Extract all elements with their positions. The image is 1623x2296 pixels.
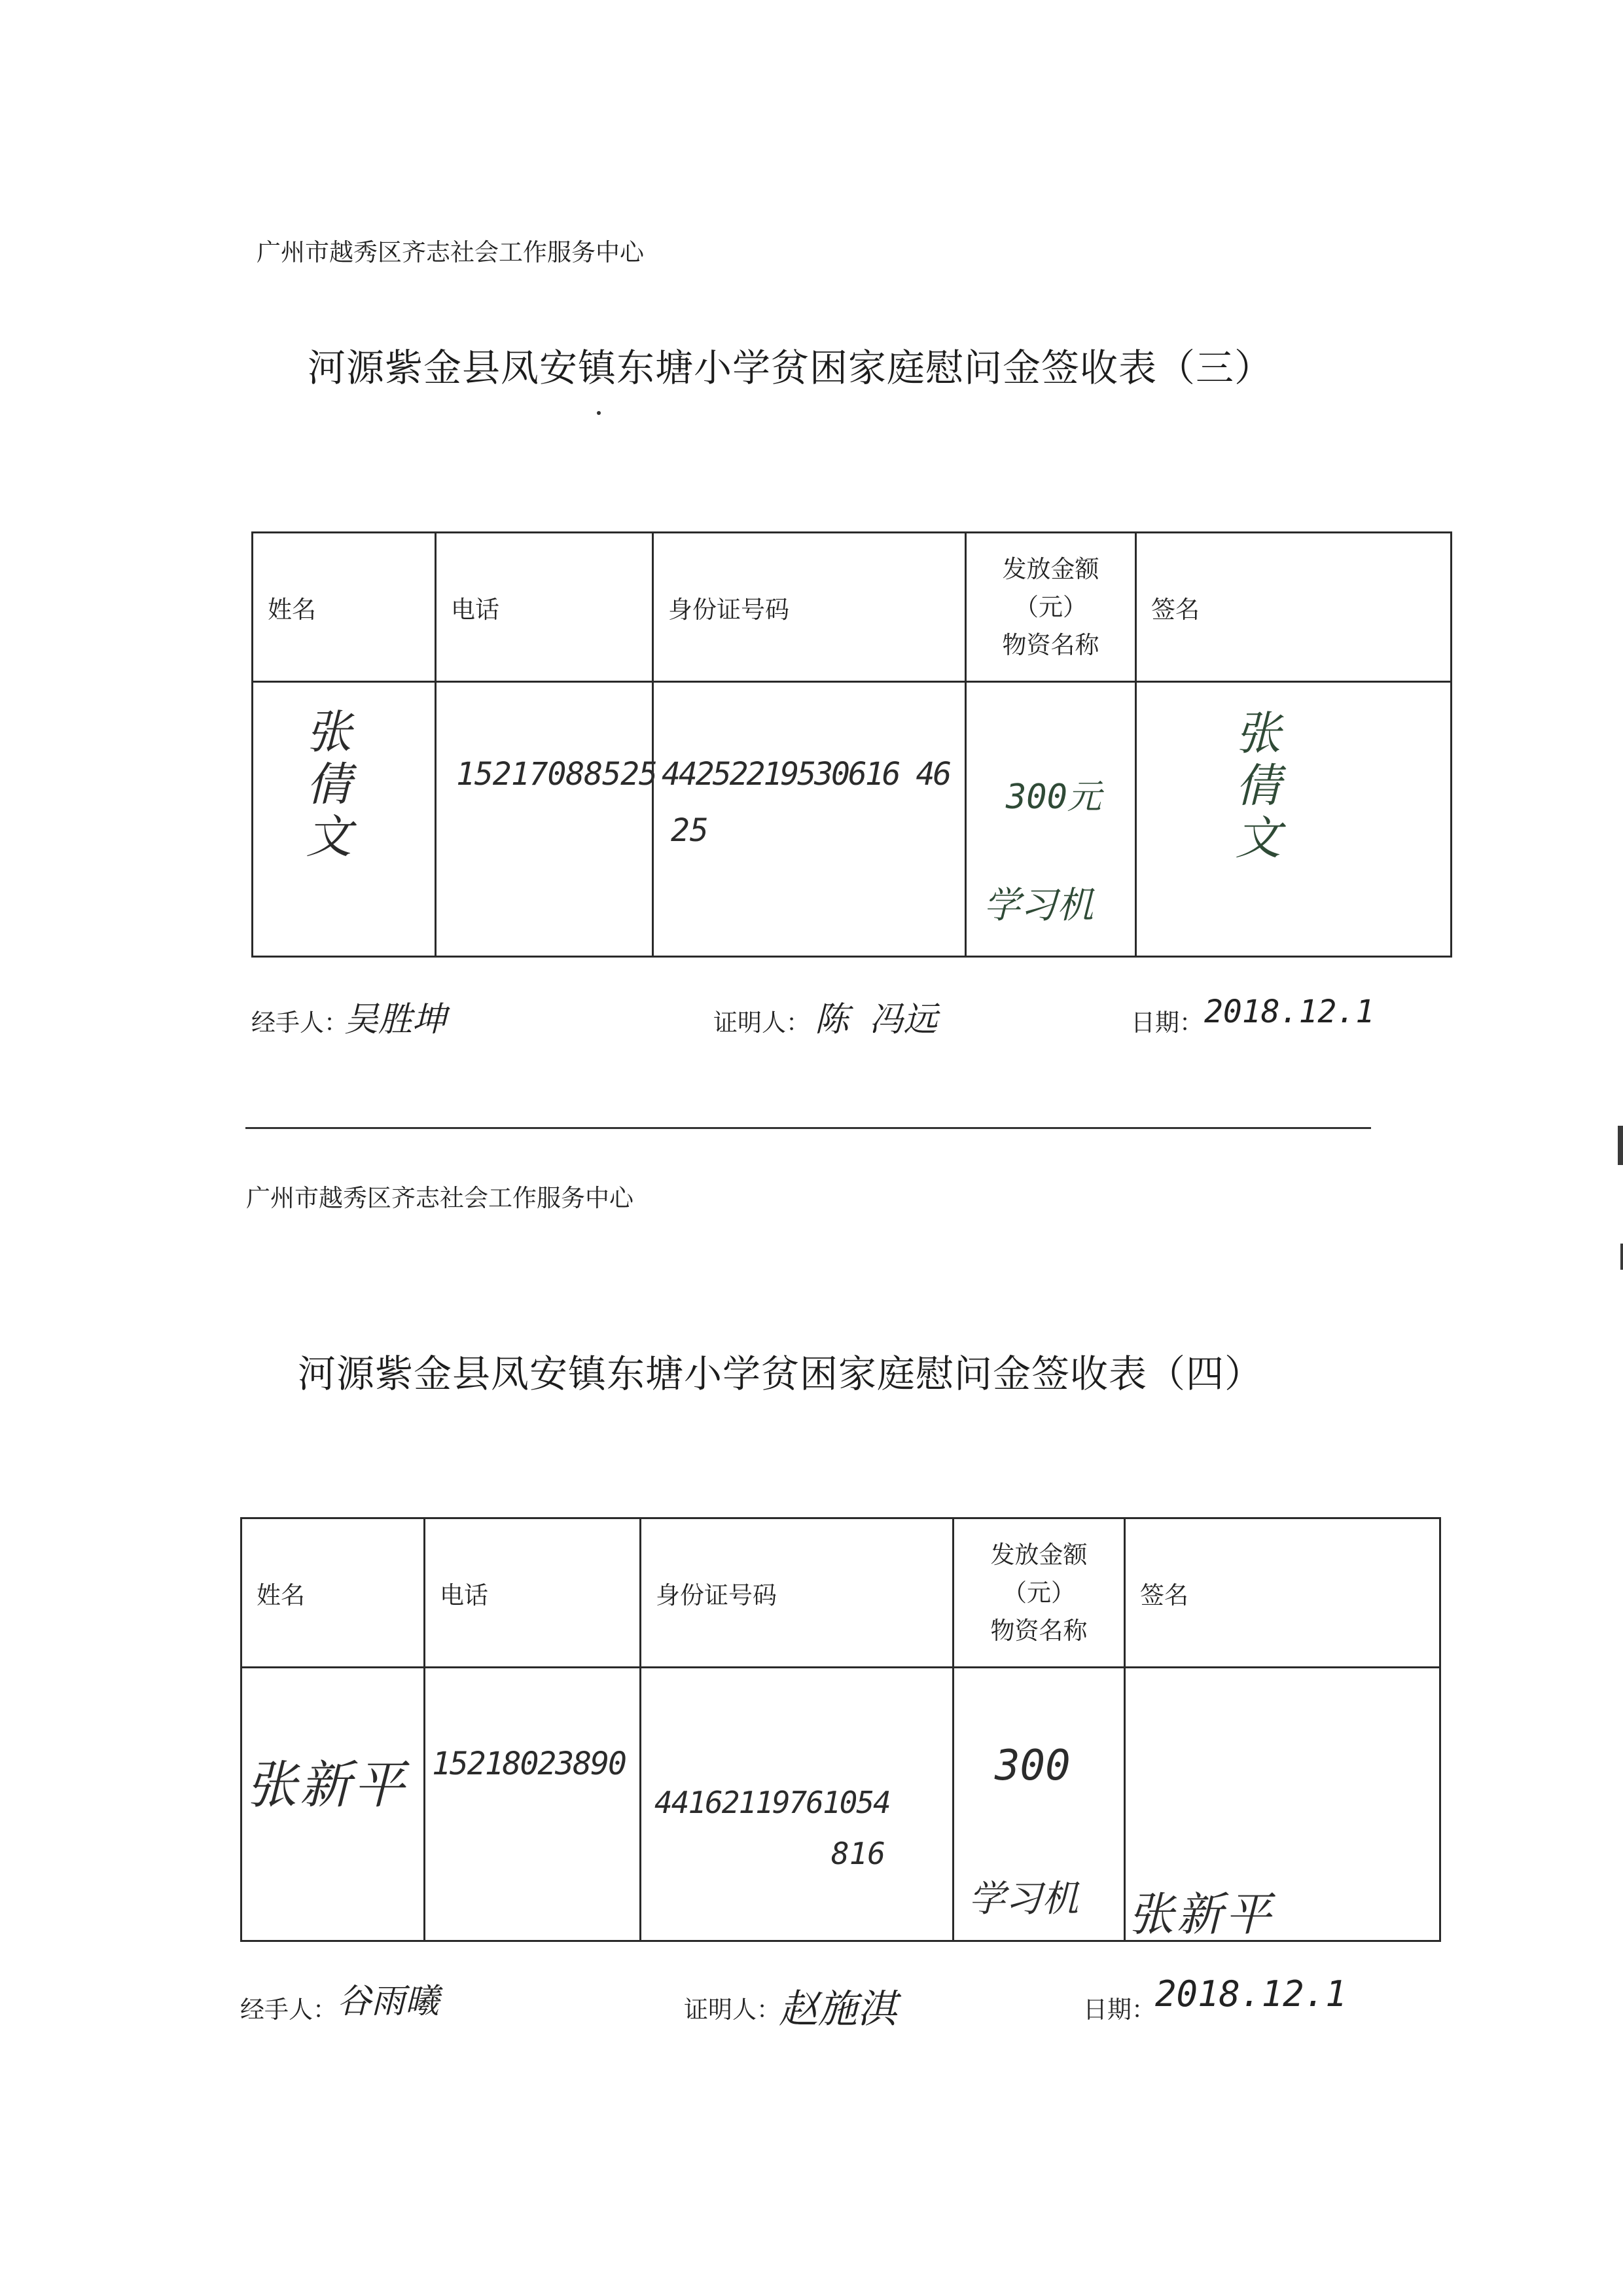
header-amount-line2: （元） — [1014, 592, 1087, 621]
form-title: 河源紫金县凤安镇东塘小学贫困家庭慰问金签收表（四） — [298, 1352, 1264, 1396]
section-divider — [245, 1127, 1371, 1129]
organization-name: 广州市越秀区齐志社会工作服务中心 — [246, 1184, 633, 1212]
cell-amount — [966, 682, 1136, 957]
cell-id-number — [653, 682, 966, 957]
header-phone: 电话 — [425, 1518, 641, 1668]
item-name: 学习机 — [984, 884, 1094, 927]
recipient-phone: 15217088525 — [456, 756, 657, 793]
recipient-id-line2: 25 — [671, 812, 709, 849]
witness-signature: 陈 冯远 — [815, 1000, 938, 1039]
header-id-number: 身份证号码 — [641, 1518, 954, 1668]
form-title: 河源紫金县凤安镇东塘小学贫困家庭慰问金签收表（三） — [308, 346, 1274, 390]
recipient-id-line2: 816 — [831, 1836, 886, 1871]
handler-label: 经手人： — [251, 1009, 348, 1037]
recipient-name: 张倩文 — [298, 708, 352, 865]
cell-id-number — [641, 1668, 954, 1941]
amount-value: 300元 — [1006, 778, 1101, 817]
cell-signature — [1136, 682, 1452, 957]
receipt-table — [240, 1517, 1441, 1942]
header-amount-line3: 物资名称 — [990, 1616, 1088, 1645]
scan-edge-mark — [1620, 1244, 1623, 1270]
date-label: 日期： — [1131, 1009, 1204, 1037]
header-signature: 签名 — [1136, 533, 1452, 682]
cell-name — [253, 682, 436, 957]
amount-value: 300 — [995, 1742, 1071, 1790]
date-value: 2018.12.1 — [1204, 994, 1375, 1030]
date-label: 日期： — [1083, 1996, 1156, 2024]
cell-phone — [425, 1668, 641, 1941]
witness-label: 证明人： — [684, 1996, 781, 2024]
header-phone: 电话 — [436, 533, 653, 682]
item-name: 学习机 — [969, 1878, 1079, 1920]
header-amount — [954, 1518, 1125, 1668]
scan-edge-mark — [1618, 1126, 1623, 1165]
witness-label: 证明人： — [713, 1009, 810, 1037]
recipient-signature: 张倩文 — [1228, 709, 1281, 866]
organization-name: 广州市越秀区齐志社会工作服务中心 — [257, 238, 644, 266]
recipient-signature: 张新平 — [1128, 1888, 1274, 1941]
cell-name — [241, 1668, 425, 1941]
header-id-number: 身份证号码 — [653, 533, 966, 682]
handler-signature: 谷雨曦 — [337, 1982, 440, 2021]
header-amount-line2: （元） — [1003, 1578, 1075, 1607]
cell-phone — [436, 682, 657, 957]
witness-signature: 赵施淇 — [779, 1986, 897, 2032]
recipient-id-line1: 44162119761054 — [654, 1785, 890, 1820]
date-value: 2018.12.1 — [1155, 1973, 1347, 2015]
cell-signature — [1125, 1668, 1440, 1941]
header-signature: 签名 — [1125, 1518, 1440, 1668]
handler-signature: 吴胜坤 — [344, 1000, 447, 1039]
recipient-id-line1: 44252219530616 46 — [662, 756, 950, 793]
ink-dot — [597, 411, 601, 415]
header-amount-line3: 物资名称 — [1002, 630, 1099, 659]
header-amount-line1: 发放金额 — [1002, 554, 1099, 583]
header-name: 姓名 — [241, 1518, 425, 1668]
recipient-phone: 15218023890 — [432, 1746, 626, 1782]
receipt-table — [251, 531, 1452, 958]
header-amount-line1: 发放金额 — [990, 1540, 1088, 1569]
handler-label: 经手人： — [240, 1996, 337, 2024]
header-amount — [966, 533, 1136, 682]
cell-amount — [954, 1668, 1125, 1941]
header-name: 姓名 — [253, 533, 436, 682]
recipient-name: 张新平 — [246, 1756, 408, 1815]
